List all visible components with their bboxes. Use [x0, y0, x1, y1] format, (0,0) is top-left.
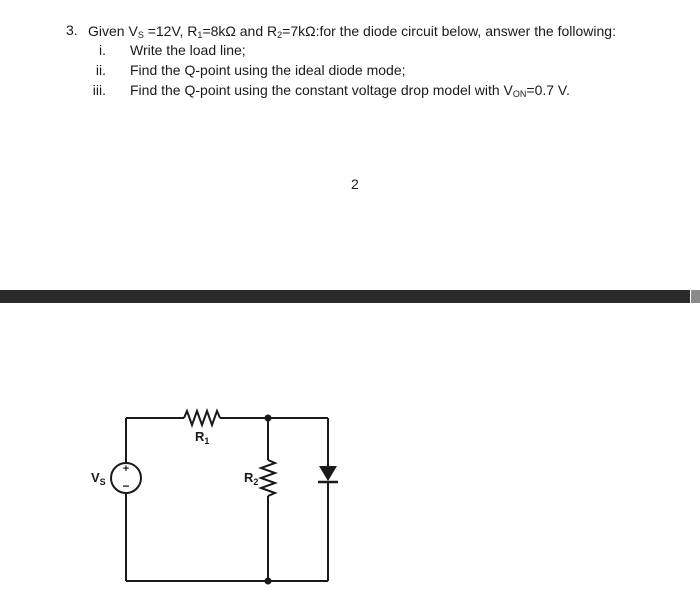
vs-label — [91, 470, 106, 487]
vs-subscript: S — [137, 30, 144, 40]
von-subscript: ON — [512, 89, 527, 99]
r2-subscript: 2 — [277, 30, 283, 40]
diode-triangle — [319, 466, 337, 481]
r1-label — [195, 429, 209, 446]
r2-label — [244, 470, 258, 487]
question-number: 3. — [66, 22, 78, 38]
vs-label-sub: S — [99, 477, 106, 487]
resistor-r1 — [184, 411, 220, 425]
r1-label-sub: 1 — [204, 436, 210, 446]
page-number: 2 — [351, 176, 359, 192]
source-plus: + — [122, 463, 130, 475]
r1-value: =8kΩ and R — [202, 23, 278, 39]
item-numeral-iii: iii. — [92, 82, 106, 98]
item-iii-after: =0.7 V. — [526, 82, 570, 98]
item-text-i: Write the load line; — [130, 42, 246, 58]
given-text: Given V — [88, 23, 138, 39]
item-text-ii: Find the Q-point using the ideal diode mode; — [130, 62, 406, 78]
resistor-r2 — [261, 460, 275, 496]
r1-label-main: R — [195, 429, 205, 444]
r1-subscript: 1 — [197, 30, 203, 40]
source-minus: − — [122, 479, 130, 493]
item-iii-before: Find the Q-point using the constant voltage drop model with V — [130, 82, 513, 98]
vs-value: =12V, R — [143, 23, 198, 39]
item-numeral-ii: ii. — [95, 62, 106, 78]
item-numeral-i: i. — [99, 42, 106, 58]
r2-value: =7kΩ:for the diode circuit below, answer the following: — [282, 23, 616, 39]
r2-label-main: R — [244, 470, 254, 485]
vs-label-main: V — [91, 470, 100, 485]
junction-bottom — [265, 578, 272, 585]
r2-label-sub: 2 — [253, 477, 259, 487]
junction-top — [265, 415, 272, 422]
